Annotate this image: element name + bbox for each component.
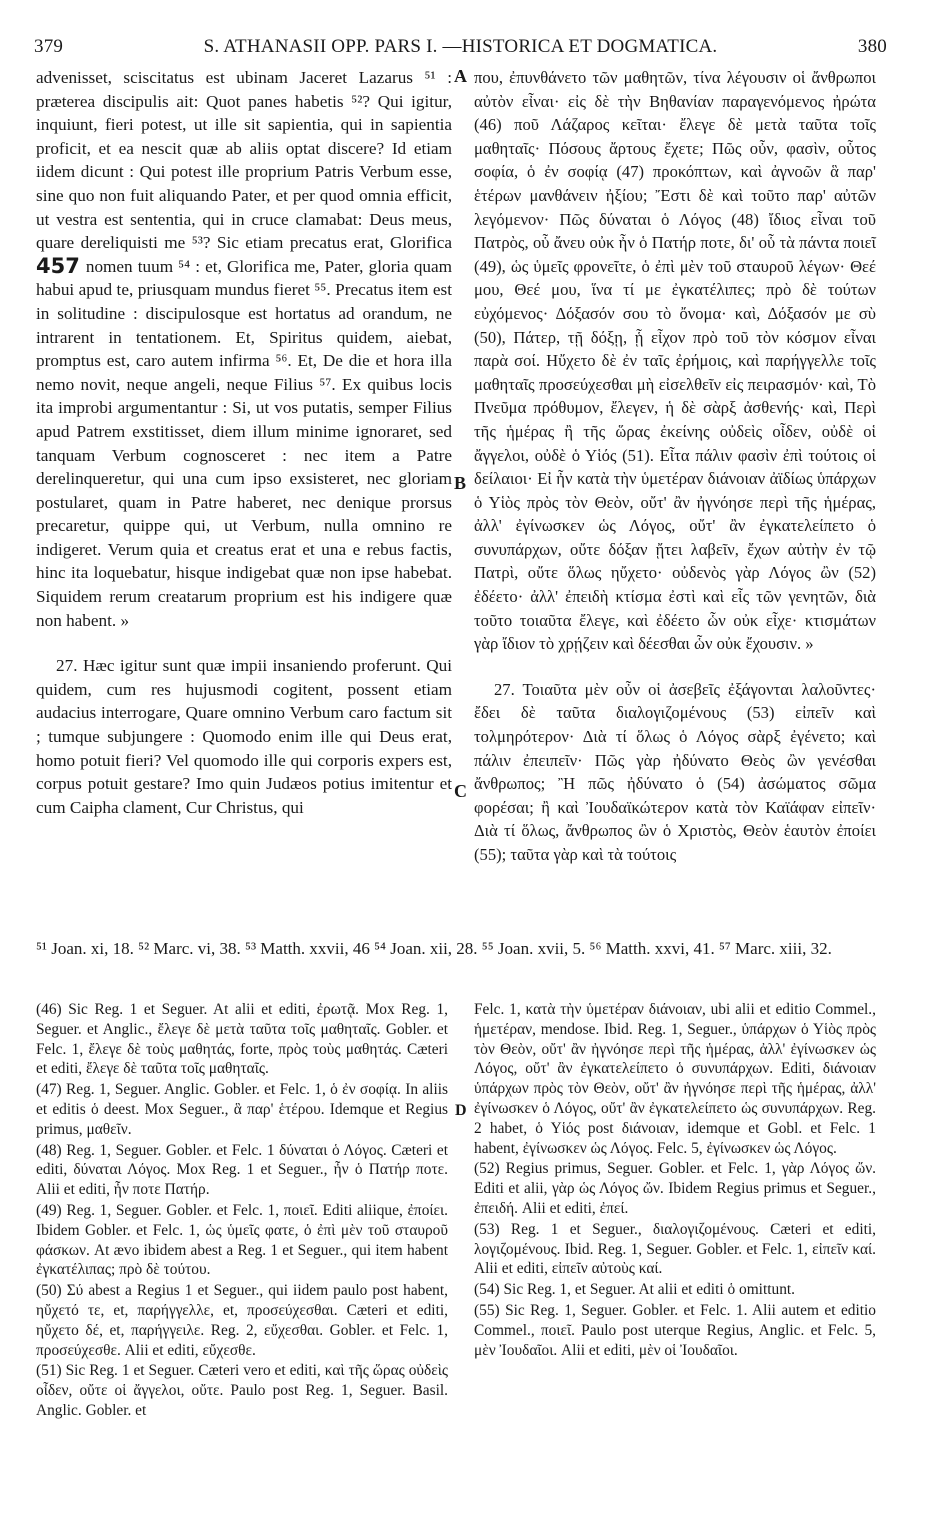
- paragraph-gap: [36, 632, 452, 654]
- paragraph-gap: [474, 656, 876, 678]
- latin-text-1a: advenisset, sciscitatus est ubinam Jaceret Lazarus ⁵¹ : præterea discipulis ait: Quot panes habetis ⁵²? Qui igitur, inquiunt, fieri potest, ut ille sit sapientia, qui in sapientia proficit, et ea nescit quæ ab aliis optat discere? Id etiam iidem dicunt : Qui potest ille proprium Patris Verbum esse, sine quo non fuit aliquando Pater, et per quod omnia efficit, ut vestra est sententia, qui in cruce clamabat: Deus meus, quare dereliquisti me ⁵³? Sic etiam precatus erat, Glorifica nomen tuum ⁵⁴ : et, Glorifica me, Pater,: [36, 68, 452, 276]
- margin-marker-a: A: [454, 66, 467, 86]
- column-number: 457: [36, 253, 80, 278]
- scripture-references: ⁵¹ Joan. xi, 18. ⁵² Marc. vi, 38. ⁵³ Matth. xxvii, 46 ⁵⁴ Joan. xii, 28. ⁵⁵ Joan. xvii, 5. ⁵⁶ Matth. xxvi, 41. ⁵⁷ Marc. xiii, 32.: [36, 939, 832, 958]
- page-number-left: 379: [34, 36, 64, 57]
- greek-paragraph-2: 27. Τοιαῦτα μὲν οὖν οἱ ἀσεβεῖς ἐξάγονται λαλοῦντες· ἔδει δὲ ταῦτα διαλογιζομένους (53) εἰπεῖν καὶ τολμηρότερον· Διὰ τί ὅλως ὁ Λόγος σὰρξ ἐγένετο; καὶ πάλιν ἐπειπεῖν· Πῶς γὰρ ἠδύνατο Θεὸς ὢν γενέσθαι ἄνθρωπος; Ἢ πῶς ἠδύνατο ὁ (54) ἀσώματος σῶμα φορέσαι; ἢ καὶ Ἰουδαϊκώτερον κατὰ τὸν Καϊάφαν εἰπεῖν· Διὰ τί ὅλως, ἄνθρωπος ὢν ὁ Χριστὸς, Θεὸν ἑαυτὸν ἐποίει (55); ταῦτα γὰρ καὶ τὰ τούτοις: [474, 679, 876, 864]
- note-47: (47) Reg. 1, Seguer. Anglic. Gobler. et Felc. 1, ὁ ἐν σοφίᾳ. In aliis et editis ὁ deest. Mox Seguer., ἃ παρ' ἑτέρου. Idemque et Regius primus, μαθεῖν.: [36, 1081, 448, 1138]
- critical-notes-left: [36, 1000, 448, 1422]
- greek-paragraph-1: που, ἐπυνθάνετο τῶν μαθητῶν, τίνα λέγουσιν οἱ ἄνθρωποι αὐτὸν εἶναι· εἰς δὲ τὴν Βηθανίαν παραγενόμενος ἠρώτα (46) ποῦ Λάζαρος κεῖται· ἔλεγε δὲ μετὰ ταῦτα τοῖς μαθηταῖς· Πόσους ἄρτους ἔχετε; Πῶς οὖν, φασὶν, οὗτος σοφία, ὁ ἐν σοφίᾳ (47) προκόπτων, καὶ ἀγνοῶν ἃ παρ' ἑτέρων μανθάνειν ἠξίου; Ἔστι δὲ καὶ τοῦτο παρ' αὐτῶν λεγόμενον· Πῶς δύναται ὁ Λόγος (48) ἴδιος εἶναι τοῦ Πατρὸς, οὗ ἄνευ οὐκ ἦν ὁ Πατήρ ποτε, δι' οὗ τὰ πάντα ποιεῖ (49), ὡς ὑμεῖς φρονεῖτε, ὁ ἐπὶ μὲν τοῦ σταυροῦ λέγων· Θεέ μου, Θεέ μου, ἵνα τί με ἐγκατέλιπες; πρὸ δὲ τούτων εὐχόμενος· Δόξασόν σου τὸ ὄνομα· καὶ, Δόξασόν με σὺ (50), Πάτερ, τῇ δόξῃ, ᾗ εἶχον πρὸ τοῦ τὸν κόσμον εἶναι παρὰ σοί. Ηὔχετο δὲ ἐν ταῖς ἐρήμοις, καὶ παρήγγελλε τοῖς μαθηταῖς προσεύχεσθαι μὴ εἰσελθεῖν εἰς πειρασμόν· καὶ, Τὸ Πνεῦμα πρόθυμον, ἔλεγεν, ἡ δὲ σὰρξ ἀσθενής· καὶ, Περὶ τῆς ἡμέρας ἢ τῆς ὥρας ἐκείνης οὐδεὶς οἶδεν, οὐδὲ οἱ ἄγγελοι, οὐδὲ ὁ Υἱός (51). Εἶτα πάλιν φασὶν ἐπὶ τούτοις οἱ δείλαιοι· Εἰ ἦν κατὰ τὴν ὑμετέραν διάνοιαν ἀϊδίως ὑπάρχων ὁ Υἱὸς πρὸς τὸν Θεὸν, οὔτ' ἂν ἠγνόησε περὶ τῆς ἡμέρας, ἀλλ' ἐγίνωσκεν ὡς Λόγος, οὔτ' ἂν ἐγκατελείπετο ὁ συνυπάρχων, οὔτε δόξαν ᾔτει λαβεῖν, ἔχων αὐτὴν ἐν τῷ Πατρὶ, οὔτε ὅλως ηὔχετο· οὐδενὸς γὰρ Λόγος ὢν (52) ἐδέετο· ἀλλ' ἐπειδὴ κτίσμα ἐστὶ καὶ εἷς τῶν γενητῶν, διὰ τοῦτο τοιαῦτα ἔλεγε, καὶ ἐδέετο ὧν οὐκ εἶχε· κτισμάτων γὰρ ἴδιον τὸ χρῄζειν καὶ δέεσθαι ὧν οὐκ ἔχουσιν. »: [474, 68, 876, 654]
- note-51: (51) Sic Reg. 1 et Seguer. Cæteri vero et editi, καὶ τῆς ὥρας οὐδεὶς οἶδεν, οὔτε οἱ ἄγγελοι, οὔτε. Paulo post Reg. 1, Seguer. Basil. Anglic. Gobler. et: [36, 1362, 448, 1419]
- note-55: (55) Sic Reg. 1, Seguer. Gobler. et Felc. 1. Alii autem et editio Commel., ποιεῖ. Paulo post uterque Regius, Anglic. et Felc. 5, μὲν Ἰουδαῖοι. Alii et editi, μὲν οἱ Ἰουδαῖοι.: [474, 1301, 876, 1359]
- margin-marker-d: D: [455, 1102, 467, 1119]
- latin-column: [36, 66, 452, 819]
- note-50: (50) Σύ abest a Regius 1 et Seguer., qui iidem paulo post habent, ηὔχετό τε, et, παρήγγελλε, et, προσεύχεσθαι. Cæteri et editi, ηὔχετο δέ, et, παρήγγειλε. Reg. 2, εὔχεσθαι. Gobler. et Felc. 1, προσεύχεσθε. Alii et editi, εὔχεσθε.: [36, 1282, 448, 1359]
- greek-column: [474, 66, 876, 867]
- running-title: S. ATHANASII OPP. PARS I. —HISTORICA ET DOGMATICA.: [203, 36, 718, 57]
- note-53: (53) Reg. 1 et Seguer., διαλογιζομένους. Cæteri et editi, λογιζομένους. Ibid. Reg. 1, Seguer. Gobler. et Felc. 1, εἰπεῖν καί. Alii et editi, εἰπεῖν αὐτοὺς καί.: [474, 1220, 876, 1278]
- running-header: [34, 36, 887, 62]
- note-51-continued: Felc. 1, κατὰ τὴν ὑμετέραν διάνοιαν, ubi alii et editio Commel., ἡμετέραν, mendose. Ibid. Reg. 1, Seguer., ὑπάρχων ὁ Υἱὸς πρὸς τὸν Θεὸν, οὔτ' ἂν ἠγνόησε περὶ τῆς ἡμέρας, ἀλλ' ἐγίνωσκεν ὡς Λόγος, οὔτ' ἂν ἐγκατελείπετο ὁ συνυπάρχων. Editi, διάνοιαν ὑπάρχων πρὸς τὸν Θεὸν, οὔτ' ἂν ἠγνόησε περὶ τῆς ἡμέρας, ἀλλ' ἐγίνωσκεν ὁ Λόγος, οὔτ' ἂν ἐγκατελείπετο ὡς συνυπάρχων. Reg. 2 habet, ὁ Υἱός post διάνοιαν, idemque et Gobl. et Felc. 1 habent, ἐγίνωσκεν ὡς Λόγος. Felc. 5, ἐγίνωσκεν ὡς Λόγος.: [474, 1001, 876, 1157]
- margin-marker-c: C: [454, 781, 467, 801]
- latin-paragraph-2: 27. Hæc igitur sunt quæ impii insaniendo proferunt. Qui quidem, cum res hujusmodi cogitent, possent etiam audacius interrogare, Quare omnino Verbum caro factum sit ; tumque subjungere : Quomodo enim ille qui Deus erat, homo potuit fieri? Vel quomodo ille qui corporis expers est, corpus potuit gestare? Imo quin Judæos potius imitentur et cum Caipha clament, Cur Christus, qui: [36, 656, 452, 817]
- note-48: (48) Reg. 1, Seguer. Gobler. et Felc. 1 δύναται ὁ Λόγος. Cæteri et editi, δύναται Λόγος. Mox Reg. 1 et Seguer., ἦν ὁ Πατήρ ποτε. Alii et editi, ἦν ποτε Πατήρ.: [36, 1141, 448, 1199]
- note-52: (52) Regius primus, Seguer. Gobler. et Felc. 1, γὰρ Λόγος ὤν. Editi et alii, γὰρ ὡς Λόγος ὤν. Ibidem Regius primus et Seguer., ἐπειδή. Alii et editi, ἐπεί.: [474, 1160, 876, 1217]
- critical-notes-right: [474, 1000, 876, 1361]
- note-54: (54) Sic Reg. 1, et Seguer. At alii et editi ὁ omittunt.: [474, 1281, 796, 1299]
- note-49: (49) Reg. 1, Seguer. Gobler. et Felc. 1, ποιεῖ. Editi aliique, ἐποίει. Ibidem Gobler. et Felc. 1, ὡς ὑμεῖς φατε, ὁ ἐπὶ μὲν τοῦ σταυροῦ φάσκων. At ævo ibidem abest a Reg. 1 et Seguer., qui item habent ἐγκατέλιπας; πρὸ δὲ τούτου.: [36, 1201, 448, 1279]
- latin-text-1b: gloria quam habui apud te, priusquam mundus fieret ⁵⁵. Precatus item est in solitudine : discipulosque est hortatus ad orandum, ne intrarent in tentationem. Et, Spiritus quidem, aiebat, promptus est, caro autem infirma ⁵⁶. Et, De die et hora illa nemo novit, neque angeli, neque Filius ⁵⁷. Ex quibus locis ita improbi argumentantur : Si, ut vos putatis, semper Filius apud Patrem exstitisset, diem illum minime ignoraret, sed tanquam Verbum cognosceret : nec item a Patre derelinqueretur, qui una cum ipso exsisteret, nec gloriam postularet, quam in Patre haberet, nec denique prorsus precaretur, quippe qui, ut Verbum, nulla omnino re indigeret. Verum quia et creatus erat et una e rebus factis, hinc ita loquebatur, hisque indigebat quæ non ipse habebat. Siquidem rerum creatarum proprium est his indigere quæ non habent. »: [36, 256, 453, 630]
- margin-marker-b: B: [454, 473, 467, 493]
- page-number-right: 380: [857, 36, 887, 57]
- note-46: (46) Sic Reg. 1 et Seguer. At alii et editi, ἐρωτᾷ. Mox Reg. 1, Seguer. et Anglic., ἔλεγε δὲ μετὰ ταῦτα τοῖς μαθηταῖς. Gobler. et Felc. 1, ἔλεγε δὲ τοὺς μαθητάς, forte, πρὸς τοὺς μαθητάς. Cæteri et editi, ἔλεγε δὲ ταῦτα τοῖς μαθηταῖς.: [36, 1001, 448, 1078]
- latin-paragraph-1: [36, 66, 452, 632]
